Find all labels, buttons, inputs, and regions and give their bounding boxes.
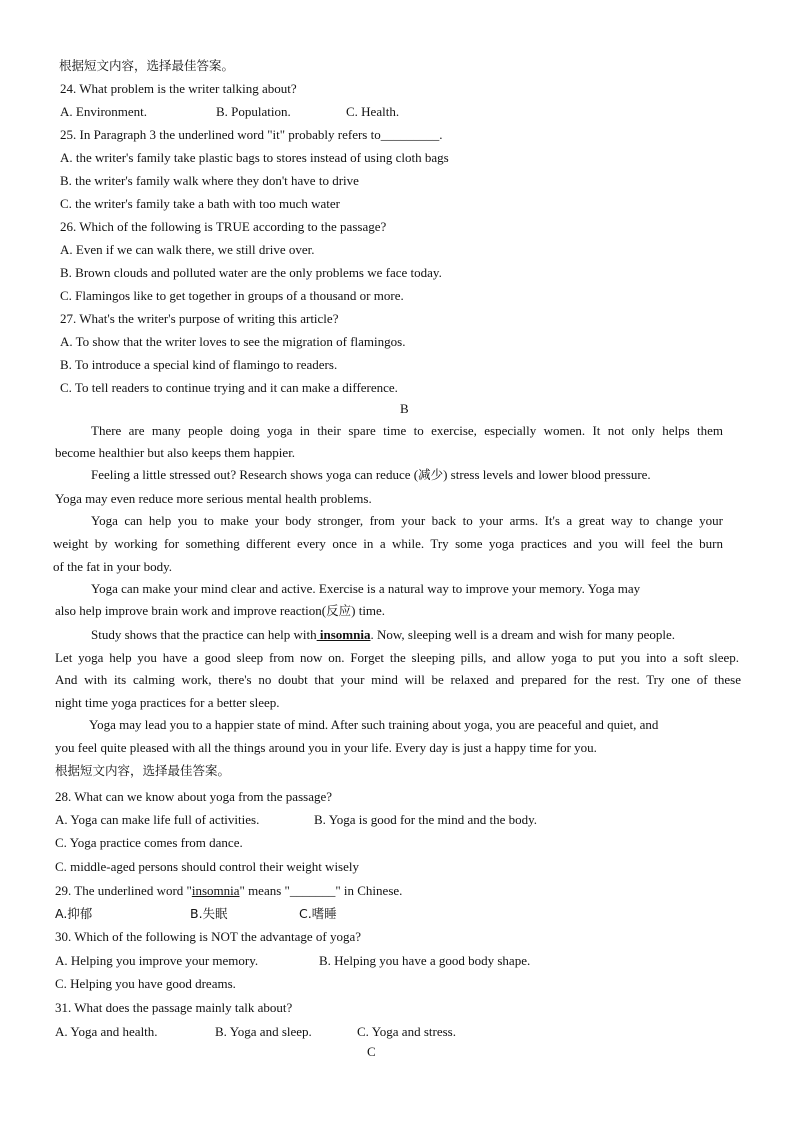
p5-text-end: . Now, sleeping well is a dream and wish for many people. (370, 627, 676, 642)
p5-text: Study shows that the practice can help with (91, 627, 317, 642)
q31-option-c: C. Yoga and stress. (357, 1024, 456, 1039)
q27-stem: 27. What's the writer's purpose of writing this article? (60, 311, 339, 326)
q29-option-a: A.抑郁 (55, 906, 93, 921)
q30-option-c: C. Helping you have good dreams. (55, 976, 236, 991)
p1-line1: There are many people doing yoga in their spare time to exercise, especially women. It not only helps them (91, 423, 723, 438)
p2-line2: Yoga may even reduce more serious mental health problems. (55, 491, 372, 506)
p4-text: also help improve brain work and improve reaction( (55, 603, 327, 618)
q28-option-c2: C. middle-aged persons should control their weight wisely (55, 859, 360, 874)
p2-cjk-gloss: 减少 (418, 467, 444, 482)
q31-option-b: B. Yoga and sleep. (215, 1024, 312, 1039)
q30-option-a: A. Helping you improve your memory. (55, 953, 259, 968)
section-c-heading: C (367, 1044, 376, 1059)
q29-option-c: C.嗜睡 (299, 906, 337, 921)
q29-text: 29. The underlined word " (55, 883, 192, 898)
section-b-heading: B (400, 401, 409, 416)
q28-option-b: B. Yoga is good for the mind and the body. (314, 812, 538, 827)
p2-text-end: ) stress levels and lower blood pressure. (443, 467, 651, 482)
q27-option-c: C. To tell readers to continue trying and it can make a difference. (60, 380, 398, 395)
q25-blank: _________ (380, 127, 440, 142)
q29-blank: _______ (289, 883, 336, 898)
q26-option-c: C. Flamingos like to get together in groups of a thousand or more. (60, 288, 404, 303)
q29-underlined-word: insomnia (191, 883, 240, 898)
q24-option-c: C. Health. (346, 104, 400, 119)
p6-line1: Yoga may lead you to a happier state of mind. After such training about yoga, you are peaceful and quiet, and (89, 717, 659, 732)
p3-line2: weight by working for something different every once in a while. Try some yoga practices and you will feel the burn (53, 536, 723, 551)
q25-option-a: A. the writer's family take plastic bags to stores instead of using cloth bags (60, 150, 449, 165)
p2-text: Feeling a little stressed out? Research shows yoga can reduce ( (91, 467, 419, 482)
p5-line4: night time yoga practices for a better sleep. (55, 695, 280, 710)
p2-line1 (91, 467, 651, 483)
q24-option-b: B. Population. (216, 104, 291, 119)
q30-option-b: B. Helping you have a good body shape. (319, 953, 531, 968)
q26-option-b: B. Brown clouds and polluted water are the only problems we face today. (60, 265, 442, 280)
q26-option-a: A. Even if we can walk there, we still drive over. (60, 242, 315, 257)
q29-text-mid: " means " (239, 883, 290, 898)
q24-option-a: A. Environment. (60, 104, 148, 119)
q27-option-a: A. To show that the writer loves to see the migration of flamingos. (60, 334, 406, 349)
p3-line3: of the fat in your body. (53, 559, 173, 574)
q25-stem-end: . (439, 127, 443, 142)
p4-cjk-gloss: 反应 (326, 603, 352, 618)
p5-line1 (91, 627, 675, 643)
q25-option-c: C. the writer's family take a bath with too much water (60, 196, 340, 211)
p4-line2 (55, 603, 385, 619)
q26-stem: 26. Which of the following is TRUE according to the passage? (60, 219, 387, 234)
p6-line2: you feel quite pleased with all the things around you in your life. Every day is just a happy time for you. (55, 740, 597, 755)
q31-stem: 31. What does the passage mainly talk about? (55, 1000, 293, 1015)
q28-stem: 28. What can we know about yoga from the passage? (55, 789, 333, 804)
section-b-instruction: 根据短文内容，选择最佳答案。 (55, 763, 231, 778)
q28-option-c1: C. Yoga practice comes from dance. (55, 835, 243, 850)
q27-option-b: B. To introduce a special kind of flamingo to readers. (60, 357, 338, 372)
q25-option-b: B. the writer's family walk where they don't have to drive (60, 173, 359, 188)
p5-line3: And with its calming work, there's no doubt that your mind will be relaxed and prepared for the rest. Try one of these (55, 672, 741, 687)
q25-stem-text: 25. In Paragraph 3 the underlined word "it" probably refers to (60, 127, 381, 142)
q29-text-end: " in Chinese. (335, 883, 403, 898)
p4-line1: Yoga can make your mind clear and active. Exercise is a natural way to improve your memory. Yoga may (91, 581, 641, 596)
q29-option-b: B.失眠 (190, 906, 228, 921)
section-a-instruction: 根据短文内容，选择最佳答案。 (59, 58, 235, 73)
q24-stem: 24. What problem is the writer talking about? (60, 81, 297, 96)
p3-line1: Yoga can help you to make your body stronger, from your back to your arms. It's a great way to change your (91, 513, 723, 528)
p5-line2: Let yoga help you have a good sleep from now on. Forget the sleeping pills, and allow yoga to put you into a soft sleep. (55, 650, 739, 665)
q31-option-a: A. Yoga and health. (55, 1024, 158, 1039)
q25-stem (60, 127, 442, 143)
q29-stem (55, 883, 402, 899)
q30-stem: 30. Which of the following is NOT the advantage of yoga? (55, 929, 362, 944)
p4-text-end: ) time. (351, 603, 386, 618)
p5-underlined-word: insomnia (316, 627, 371, 642)
q28-option-a: A. Yoga can make life full of activities. (55, 812, 260, 827)
p1-line2: become healthier but also keeps them happier. (55, 445, 296, 460)
